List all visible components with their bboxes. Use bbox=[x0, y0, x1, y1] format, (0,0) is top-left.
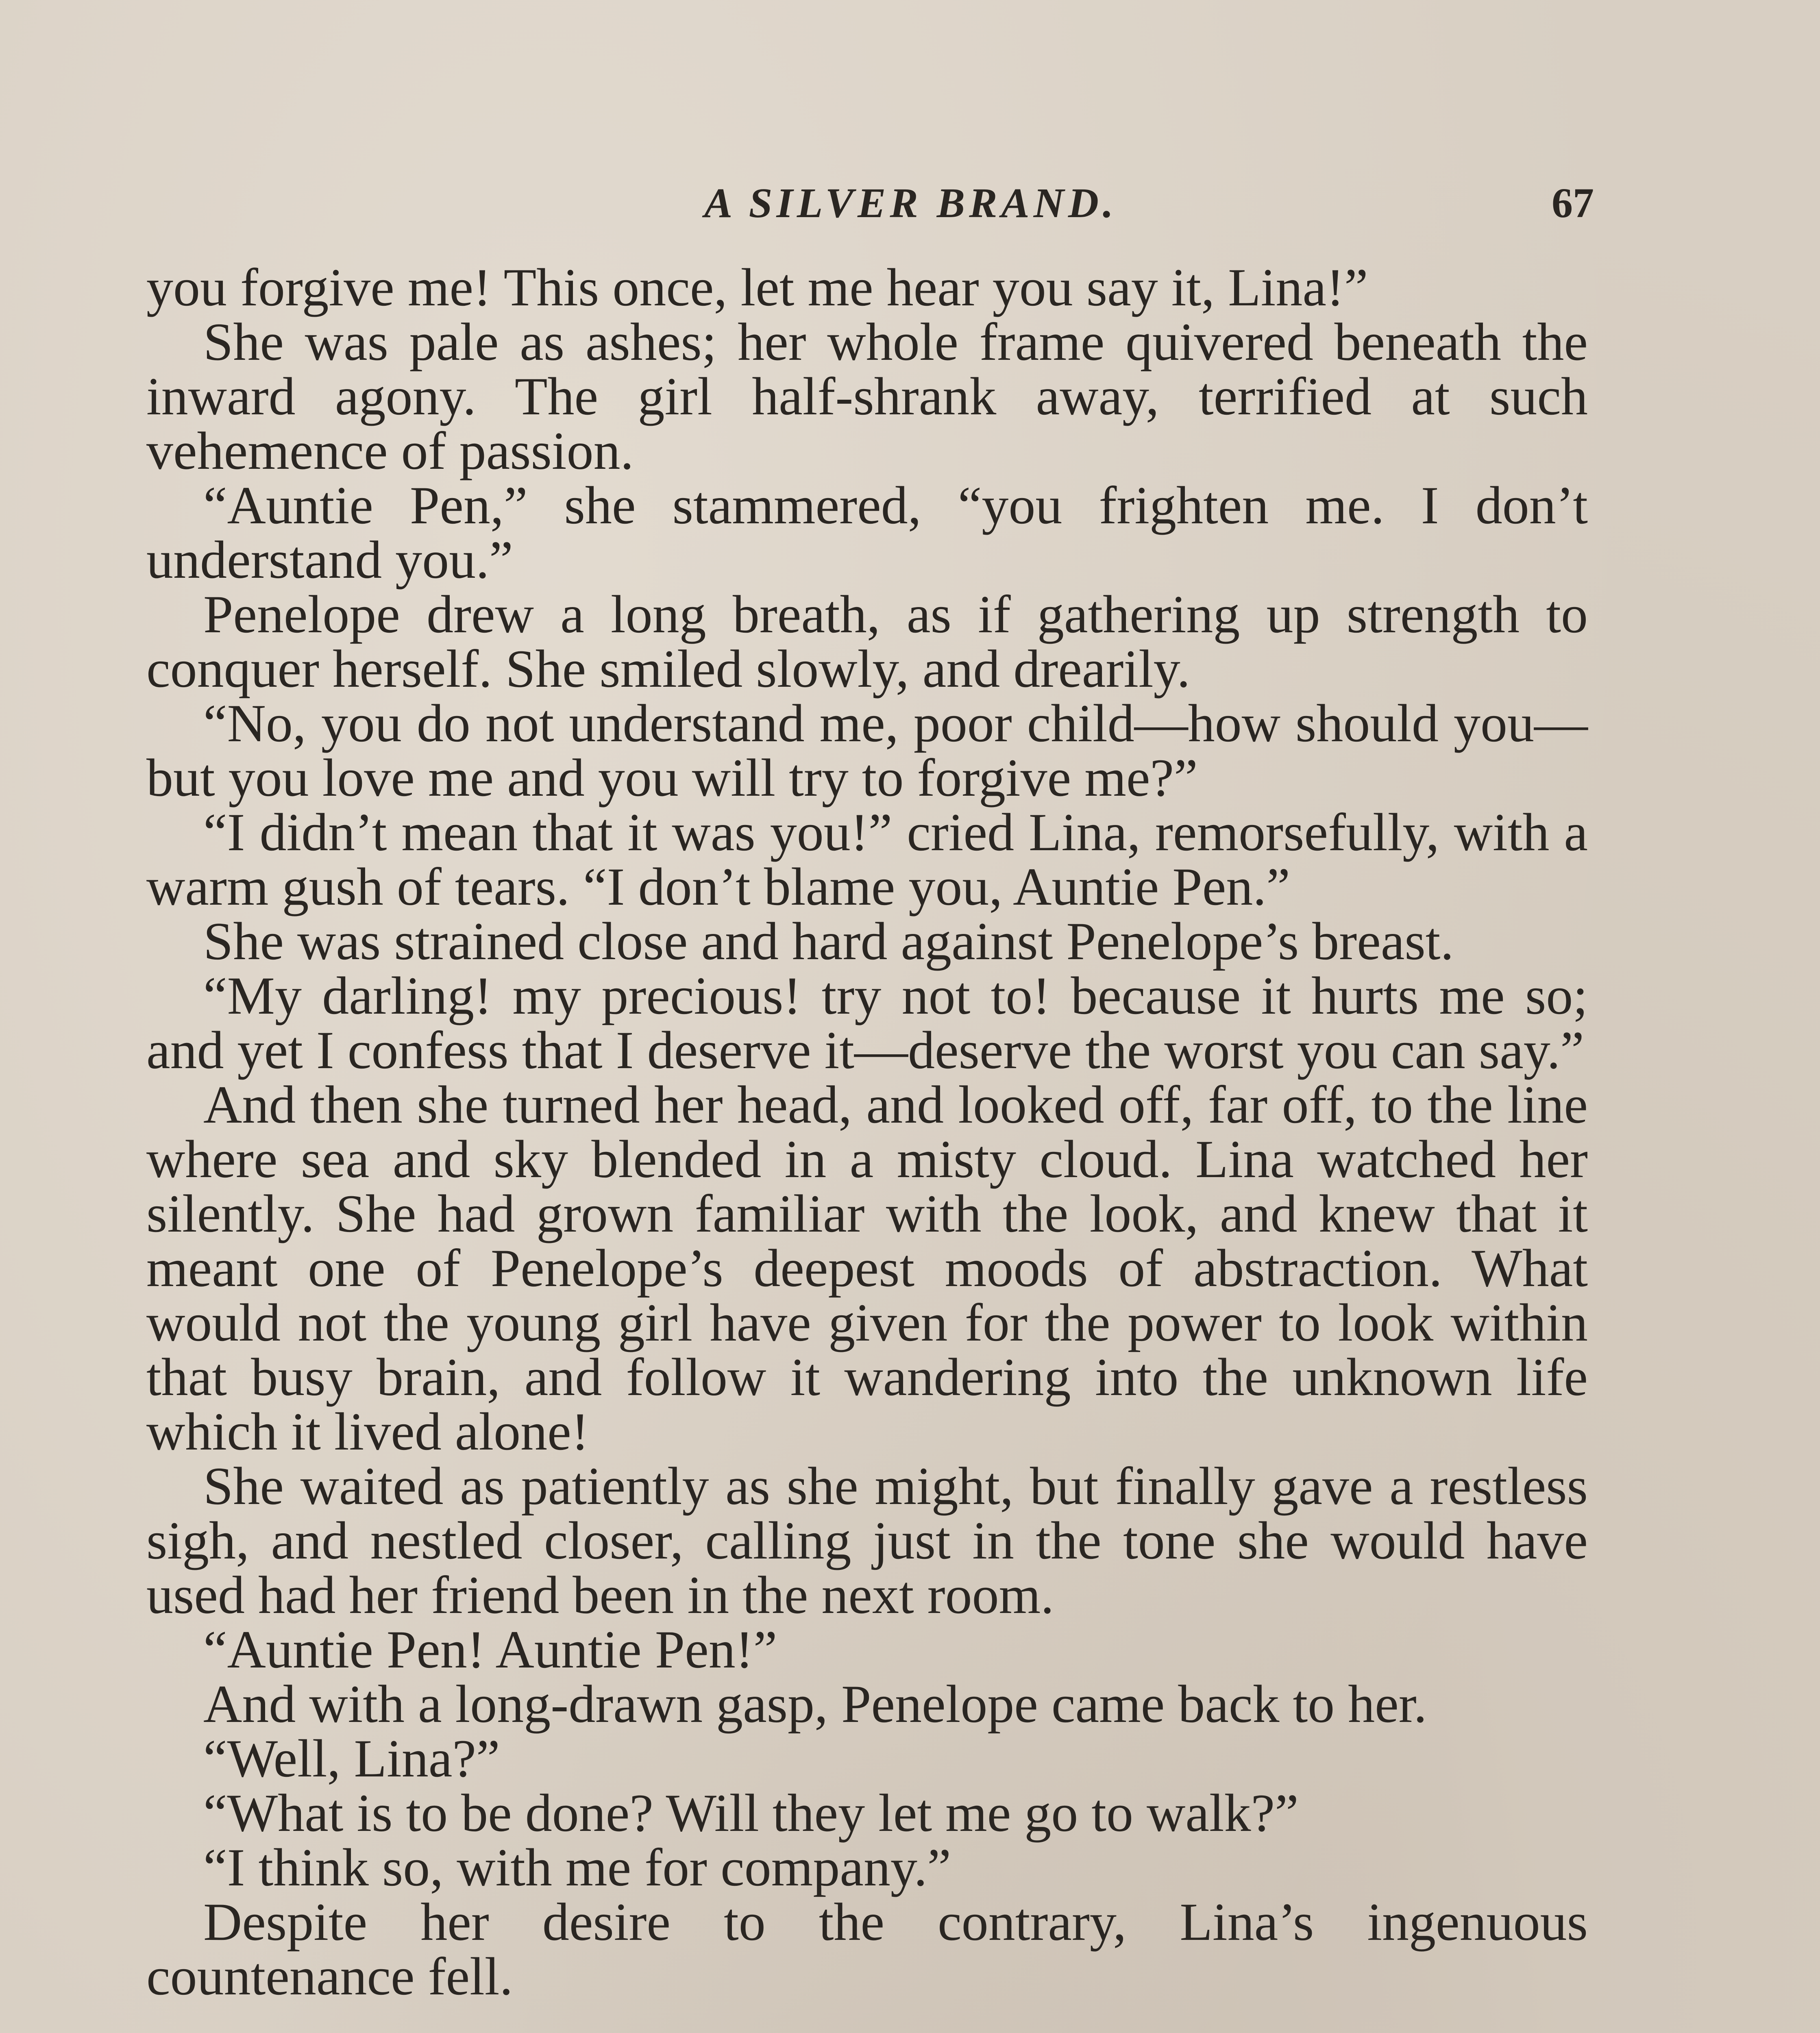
paragraph: And then she turned her head, and looked off, far off, to the line where sea and sky blended in a misty cloud. Lina watched her silently. She had grown familiar with the look, and knew that it meant one of Penelope’s deepest moods of abstraction. What would not the young girl have given for the power to look within that busy brain, and follow it wandering into the unknown life which it lived alone! bbox=[146, 1075, 1588, 1461]
paragraph: “Well, Lina?” bbox=[203, 1728, 500, 1788]
body-text bbox=[146, 257, 1588, 2006]
paragraph: “No, you do not understand me, poor child—how should you—but you love me and you will try to forgive me?” bbox=[146, 693, 1588, 808]
paragraph: you forgive me! This once, let me hear you say it, Lina!” bbox=[146, 257, 1368, 317]
page-number: 67 bbox=[1552, 180, 1594, 226]
running-title: A SILVER BRAND. bbox=[704, 180, 1118, 226]
paragraph: And with a long-drawn gasp, Penelope came back to her. bbox=[203, 1674, 1427, 1734]
page-header bbox=[146, 179, 1594, 236]
paragraph: “Auntie Pen! Auntie Pen!” bbox=[203, 1619, 777, 1679]
paragraph: She was pale as ashes; her whole frame quivered beneath the inward agony. The girl half-shrank away, terrified at such vehemence of passion. bbox=[146, 312, 1588, 481]
paragraph: “I think so, with me for company.” bbox=[203, 1837, 951, 1897]
paragraph: “What is to be done? Will they let me go to walk?” bbox=[203, 1783, 1299, 1843]
paragraph: “Auntie Pen,” she stammered, “you frighten me. I don’t understand you.” bbox=[146, 475, 1588, 590]
paragraph: She waited as patiently as she might, but finally gave a restless sigh, and nestled closer, calling just in the tone she would have used had her friend been in the next room. bbox=[146, 1456, 1588, 1625]
paragraph: “My darling! my precious! try not to! because it hurts me so; and yet I confess that I deserve it—deserve the worst you can say.” bbox=[146, 966, 1588, 1080]
paragraph: Despite her desire to the contrary, Lina’s ingenuous countenance fell. bbox=[146, 1892, 1588, 2006]
paragraph: “I didn’t mean that it was you!” cried Lina, remorsefully, with a warm gush of tears. “I don’t blame you, Auntie Pen.” bbox=[146, 802, 1588, 916]
paragraph: Penelope drew a long breath, as if gathering up strength to conquer herself. She smiled slowly, and drearily. bbox=[146, 584, 1588, 699]
paragraph: She was strained close and hard against Penelope’s breast. bbox=[203, 911, 1454, 971]
